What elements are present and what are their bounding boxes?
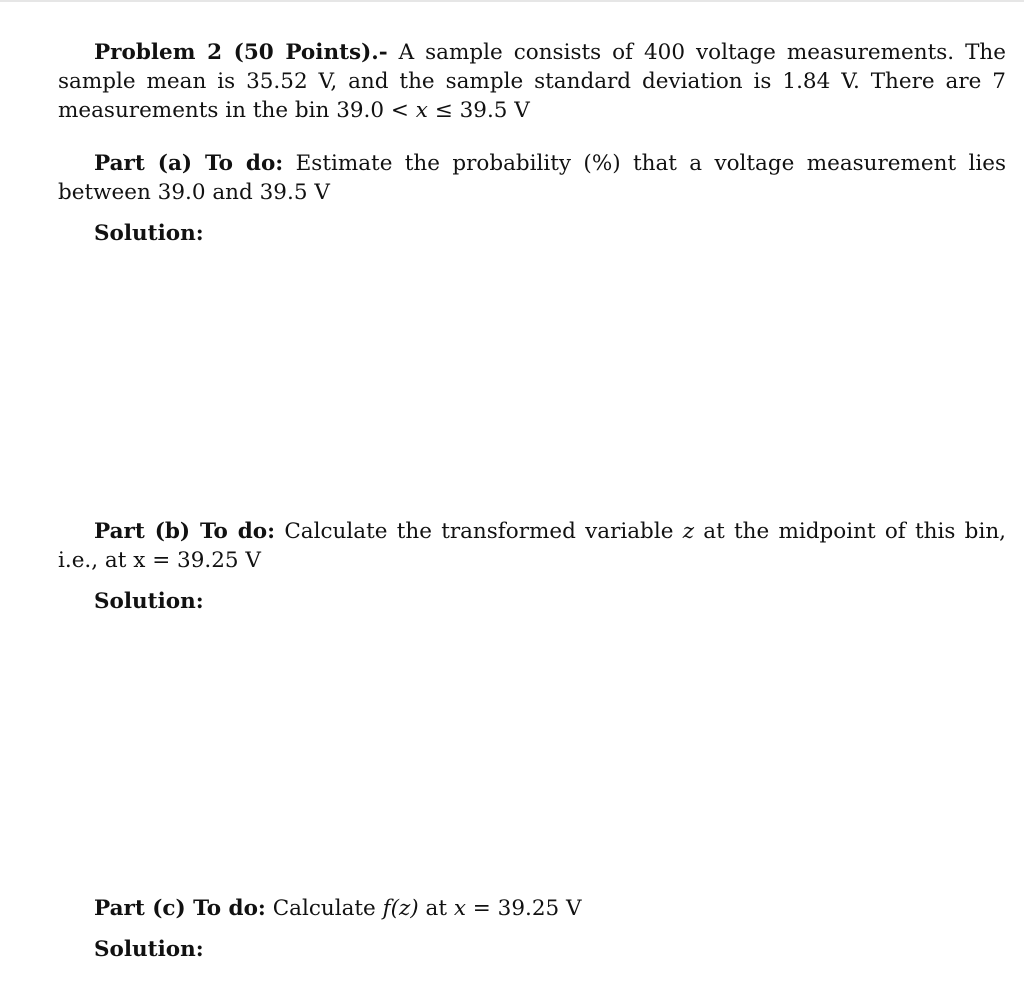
spacer (58, 207, 1006, 219)
spacer (58, 923, 1006, 935)
part-b-solution-label: Solution: (94, 589, 204, 614)
part-a-text: Estimate the probability (%) that a voltage measurement lies between 39.0 and 39.5 V (58, 151, 1006, 205)
part-a-label: Part (a) To do: (94, 151, 284, 176)
problem-text-2: ≤ 39.5 V (427, 98, 530, 123)
part-c-question (58, 894, 1006, 923)
part-c-text-3: = 39.25 V (465, 896, 582, 921)
top-border (0, 0, 1024, 2)
document-page (58, 38, 1006, 964)
math-var-z: z (682, 519, 695, 544)
spacer (58, 125, 1006, 149)
part-c-text-2: at (418, 896, 454, 921)
part-c-solution-label: Solution: (94, 937, 204, 962)
part-b-answer-space (58, 616, 1006, 894)
part-c-text-1: Calculate (265, 896, 383, 921)
part-b-label: Part (b) To do: (94, 519, 276, 544)
math-var-x: x (415, 98, 428, 123)
part-b-text-1: Calculate the transformed variable (275, 519, 683, 544)
math-f-of-z: f(z) (382, 896, 419, 921)
problem-text-1: A sample consists of 400 voltage measurements. The sample mean is 35.52 V, and the sample standard deviation is 1.84 V. There are 7 measurements in the bin 39.0 < (58, 40, 1006, 123)
part-a-question (58, 149, 1006, 207)
problem-statement (58, 38, 1006, 125)
part-b-text-2: at the midpoint of this bin, i.e., at x = 39.25 V (58, 519, 1007, 573)
part-b-question (58, 517, 1006, 575)
math-var-x: x (453, 896, 466, 921)
part-c-label: Part (c) To do: (94, 896, 266, 921)
part-a-answer-space (58, 248, 1006, 517)
spacer (58, 575, 1006, 587)
problem-heading: Problem 2 (50 Points).- (94, 40, 388, 65)
part-a-solution-label: Solution: (94, 221, 204, 246)
